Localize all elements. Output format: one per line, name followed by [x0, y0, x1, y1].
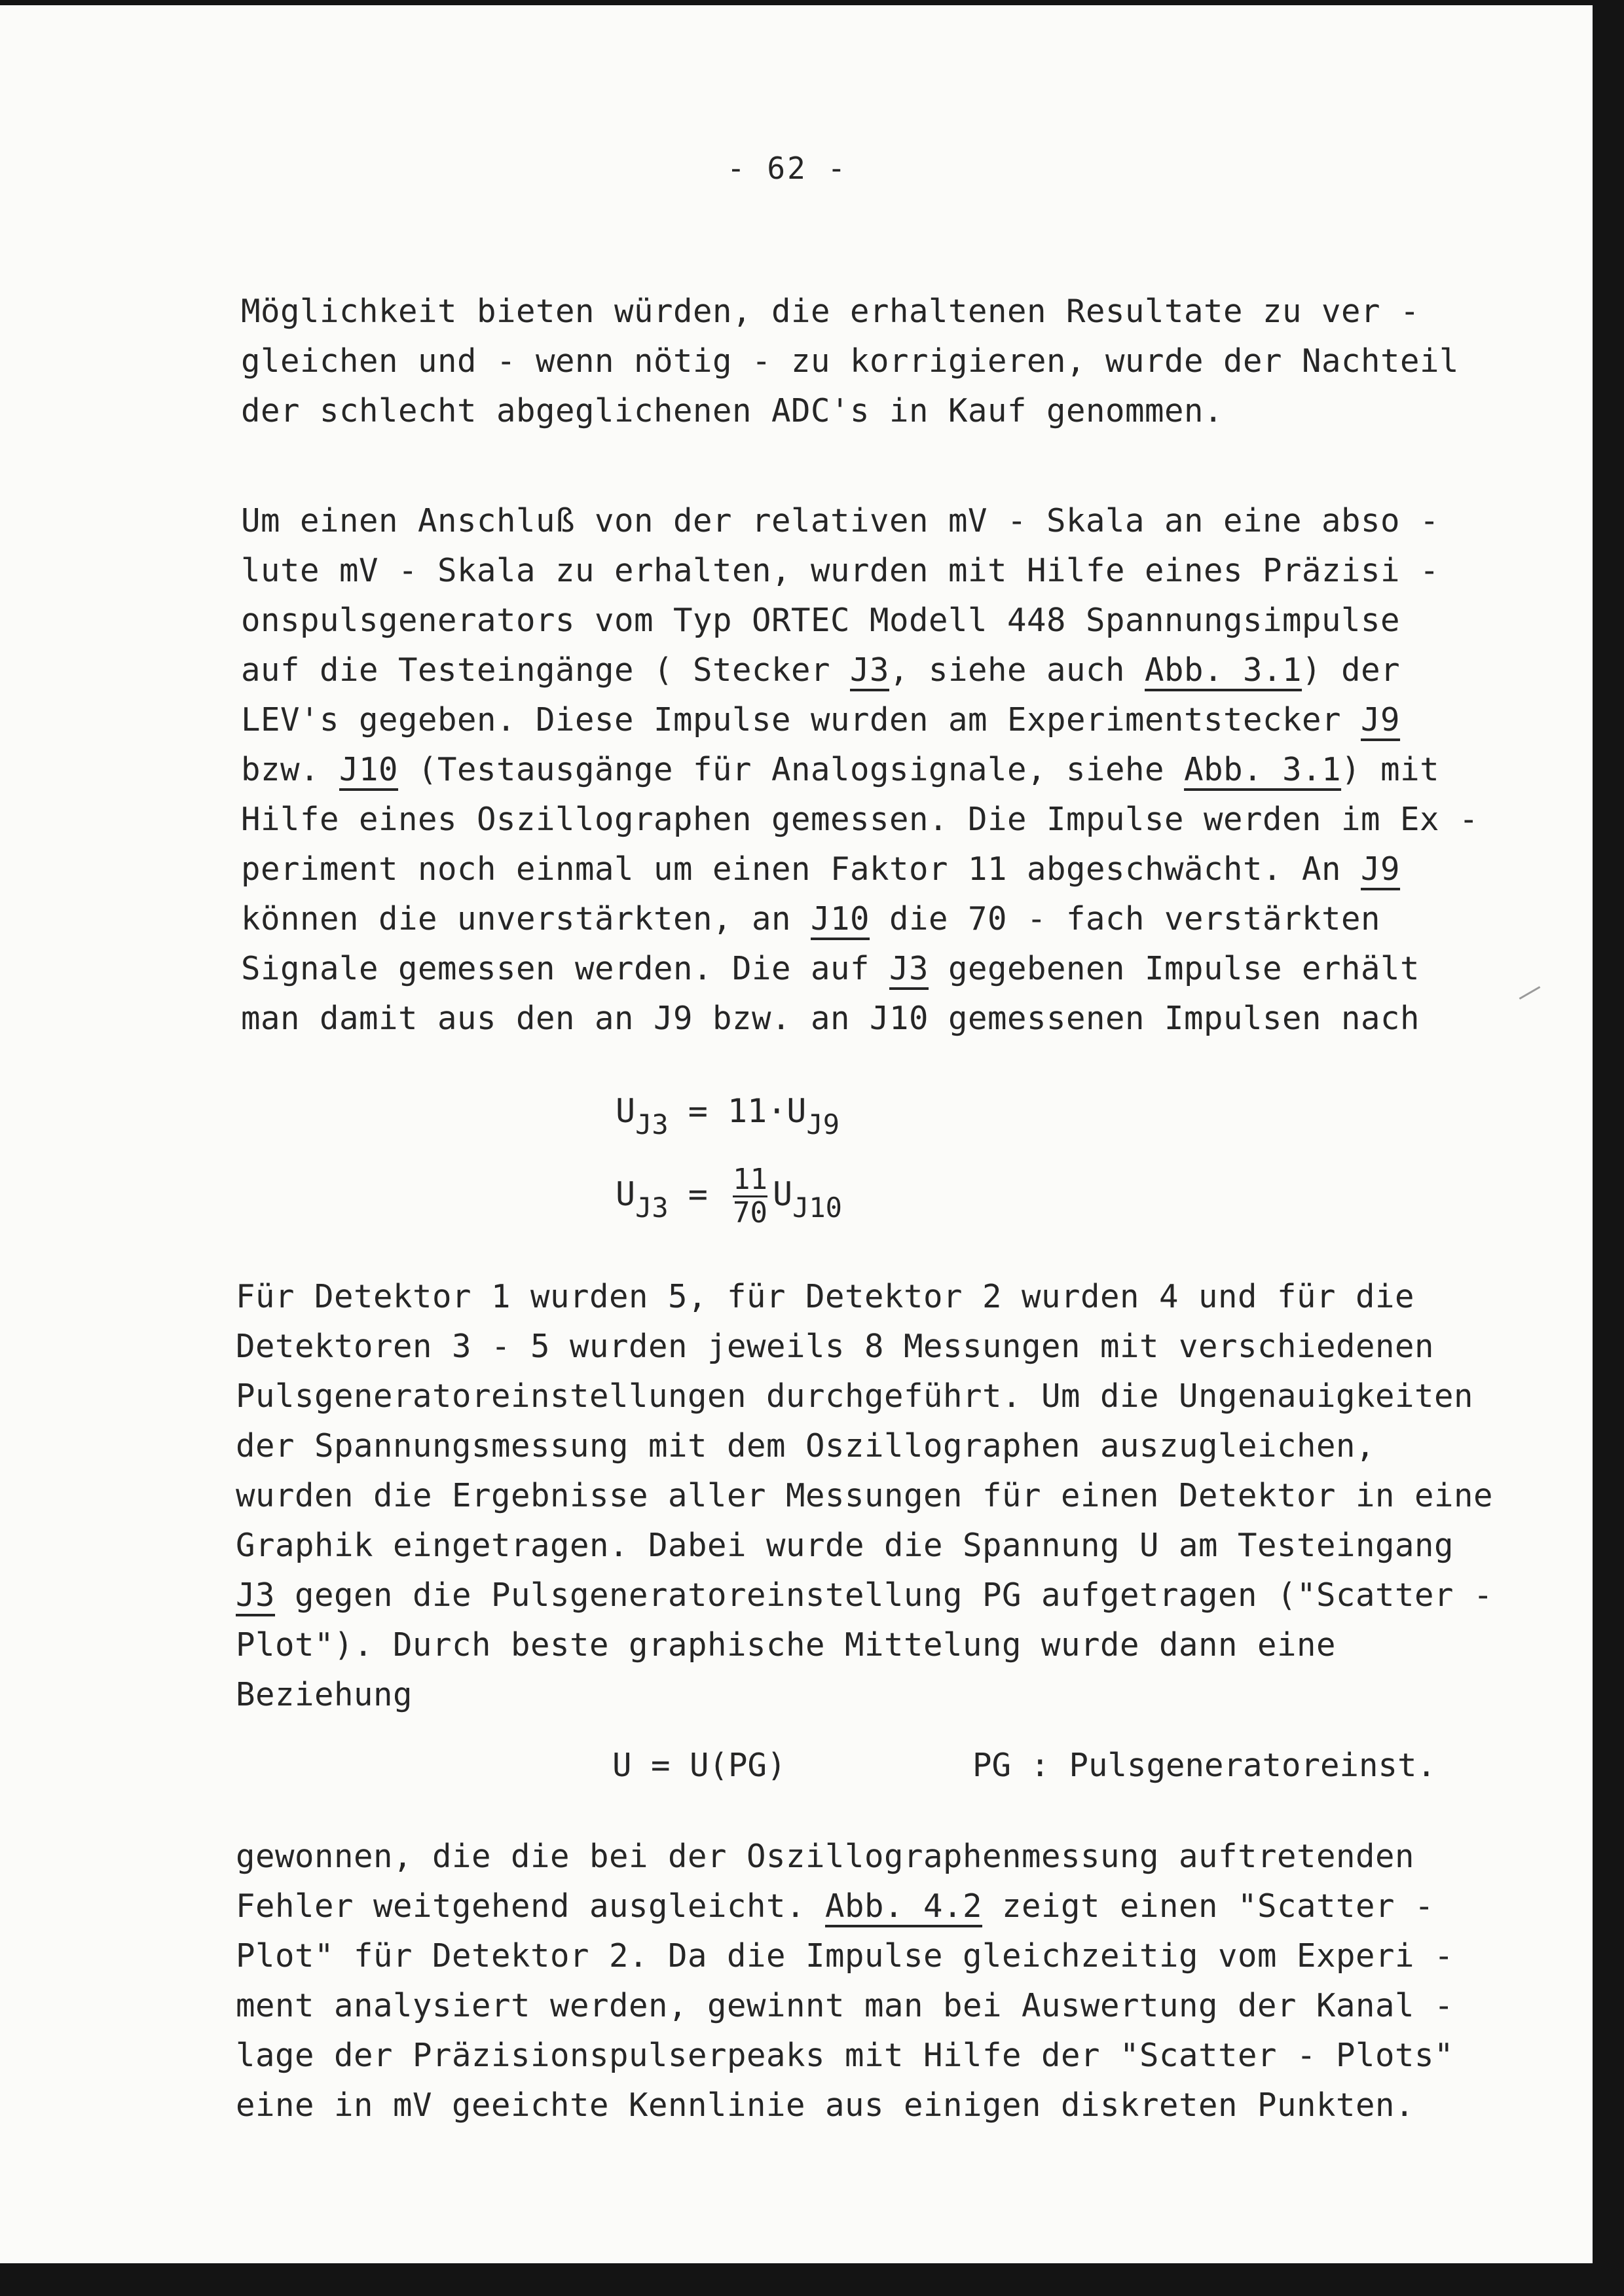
text-line: lage der Präzisionspulserpeaks mit Hilfe der "Scatter - Plots": [236, 2037, 1454, 2074]
text-line: [236, 1882, 1454, 1931]
text-line: Plot"). Durch beste graphische Mittelung wurde dann eine: [236, 1626, 1337, 1664]
text-segment: , siehe auch: [889, 651, 1145, 689]
text-line: [241, 745, 1479, 795]
text-line: [236, 1571, 1493, 1620]
eq-lhs: U: [616, 1175, 636, 1213]
connector-ref-j10: J10: [339, 751, 399, 788]
connector-ref-j3: J3: [889, 950, 929, 987]
eq-equals: =: [668, 1092, 728, 1130]
connector-ref-j9: J9: [1361, 850, 1401, 888]
text-segment: Fehler weitgehend ausgleicht.: [236, 1887, 826, 1925]
text-line: [241, 845, 1479, 894]
paragraph-1: [241, 287, 1459, 436]
text-line: Plot" für Detektor 2. Da die Impulse gleichzeitig vom Experi -: [236, 1937, 1454, 1975]
text-line: Detektoren 3 - 5 wurden jeweils 8 Messungen mit verschiedenen: [236, 1328, 1435, 1365]
text-segment: Signale gemessen werden. Die auf: [241, 950, 890, 987]
text-line: onspulsgenerators vom Typ ORTEC Modell 448 Spannungsimpulse: [241, 602, 1401, 639]
text-line: man damit aus den an J9 bzw. an J10 gemessenen Impulsen nach: [241, 1000, 1420, 1037]
eq-denominator: 70: [733, 1196, 767, 1230]
eq-rhs-subscript: J9: [806, 1108, 840, 1140]
equation-2: [616, 1164, 842, 1229]
text-line: Pulsgeneratoreinstellungen durchgeführt. Um die Ungenauigkeiten: [236, 1377, 1474, 1415]
paragraph-4: [236, 1832, 1454, 2130]
eq-rhs: U: [772, 1175, 793, 1213]
text-line: gewonnen, die die bei der Oszillographenmessung auftretenden: [236, 1838, 1415, 1875]
relation-formula: U = U(PG): [612, 1747, 786, 1784]
text-line: der Spannungsmessung mit dem Oszillographen auszugleichen,: [236, 1427, 1376, 1465]
text-segment: die 70 - fach verstärkten: [870, 900, 1381, 938]
text-segment: gegebenen Impulse erhält: [929, 950, 1420, 987]
page-number: - 62 -: [727, 151, 848, 186]
text-segment: bzw.: [241, 751, 340, 788]
text-line: eine in mV geeichte Kennlinie aus einigen diskreten Punkten.: [236, 2086, 1415, 2124]
text-line: Graphik eingetragen. Dabei wurde die Spannung U am Testeingang: [236, 1527, 1454, 1564]
paragraph-2: [241, 496, 1479, 1044]
text-segment: gegen die Pulsgeneratoreinstellung PG aufgetragen ("Scatter -: [275, 1576, 1494, 1614]
connector-ref-j9: J9: [1361, 701, 1401, 738]
figure-ref-abb-4-2: Abb. 4.2: [825, 1887, 983, 1925]
text-line: [241, 944, 1479, 994]
text-line: Hilfe eines Oszillographen gemessen. Die Impulse werden im Ex -: [241, 801, 1479, 838]
text-line: [241, 646, 1479, 695]
eq-rhs: 11·U: [728, 1092, 807, 1130]
text-segment: LEV's gegeben. Diese Impulse wurden am Experimentstecker: [241, 701, 1361, 738]
relation-legend: PG : Pulsgeneratoreinst.: [972, 1747, 1437, 1784]
figure-ref-abb-3-1: Abb. 3.1: [1145, 651, 1302, 689]
text-line: Für Detektor 1 wurden 5, für Detektor 2 wurden 4 und für die: [236, 1278, 1415, 1315]
text-segment: (Testausgänge für Analogsignale, siehe: [398, 751, 1185, 788]
eq-equals: =: [668, 1175, 728, 1213]
text-line: ment analysiert werden, gewinnt man bei Auswertung der Kanal -: [236, 1987, 1454, 2024]
text-line: [241, 894, 1479, 944]
eq-lhs-subscript: J3: [635, 1192, 669, 1224]
text-line: Möglichkeit bieten würden, die erhaltenen Resultate zu ver -: [241, 293, 1420, 330]
stray-pen-mark: [1519, 986, 1541, 1000]
eq-lhs: U: [616, 1092, 636, 1130]
text-segment: ) der: [1302, 651, 1401, 689]
figure-ref-abb-3-1: Abb. 3.1: [1184, 751, 1342, 788]
paragraph-3: [236, 1272, 1493, 1720]
text-line: [241, 695, 1479, 745]
eq-lhs-subscript: J3: [635, 1108, 669, 1140]
text-line: gleichen und - wenn nötig - zu korrigieren, wurde der Nachteil: [241, 342, 1460, 380]
text-line: Beziehung: [236, 1676, 413, 1713]
text-segment: zeigt einen "Scatter -: [982, 1887, 1435, 1925]
text-segment: auf die Testeingänge ( Stecker: [241, 651, 851, 689]
text-line: der schlecht abgeglichenen ADC's in Kauf genommen.: [241, 392, 1224, 429]
equation-1: [616, 1092, 840, 1140]
text-line: Um einen Anschluß von der relativen mV - Skala an eine abso -: [241, 502, 1440, 539]
connector-ref-j3: J3: [236, 1576, 276, 1614]
text-segment: ) mit: [1341, 751, 1440, 788]
text-segment: periment noch einmal um einen Faktor 11 abgeschwächt. An: [241, 850, 1361, 888]
connector-ref-j3: J3: [850, 651, 890, 689]
eq-numerator: 11: [733, 1163, 767, 1196]
connector-ref-j10: J10: [811, 900, 870, 938]
text-line: lute mV - Skala zu erhalten, wurden mit Hilfe eines Präzisi -: [241, 552, 1440, 589]
text-segment: können die unverstärkten, an: [241, 900, 811, 938]
eq-rhs-subscript: J10: [792, 1192, 842, 1224]
text-line: wurden die Ergebnisse aller Messungen für einen Detektor in eine: [236, 1477, 1494, 1514]
eq-fraction: [733, 1164, 767, 1229]
document-page: [0, 5, 1593, 2263]
